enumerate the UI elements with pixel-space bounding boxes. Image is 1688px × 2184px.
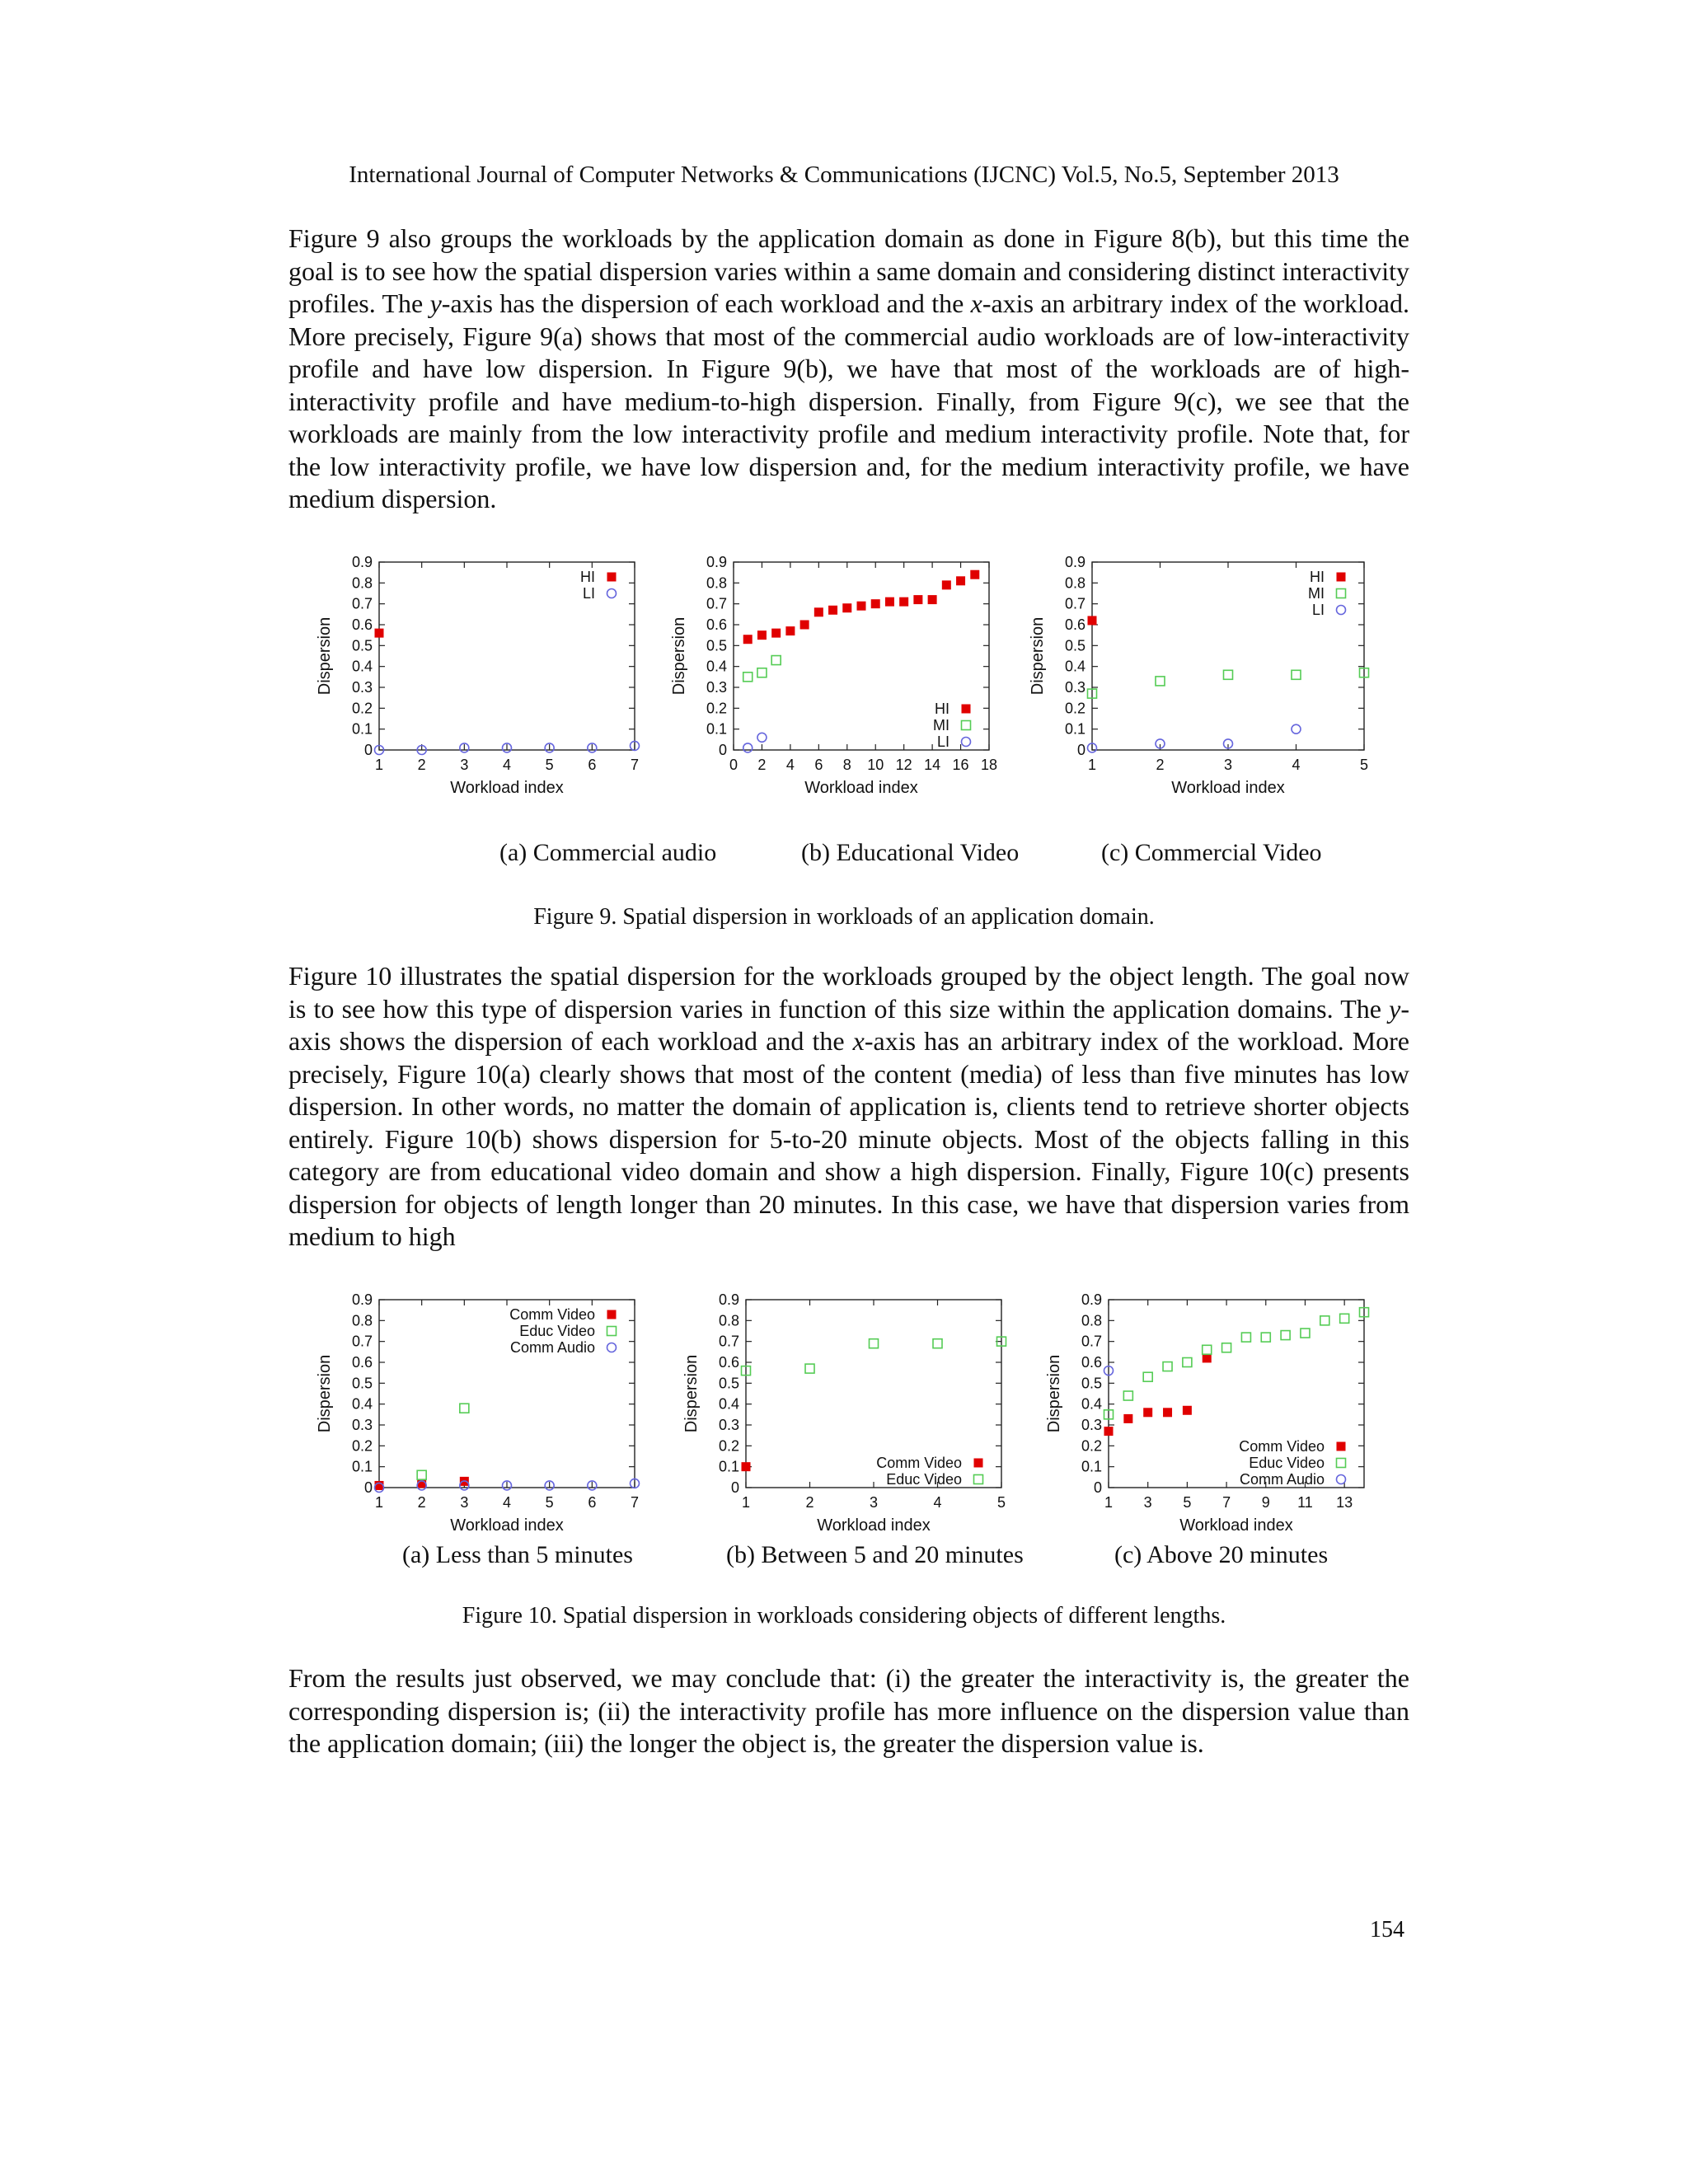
legend-label: Educ Video [519,1323,595,1339]
chart-fig9b [659,552,1006,816]
y-tick-label: 0.1 [718,1458,739,1475]
y-tick-label: 0.7 [351,1333,373,1350]
data-point [771,629,781,638]
data-point [1241,1333,1250,1342]
x-tick-label: 3 [460,1494,469,1511]
legend-label: HI [580,569,595,585]
data-point [842,603,851,612]
fig9-subcaption-a: (a) Commercial audio [499,839,717,866]
y-tick-label: 0.4 [1081,1395,1102,1413]
x-axis-label: Workload index [1179,1516,1293,1535]
y-tick-label: 0 [363,1479,373,1496]
y-tick-label: 0.5 [351,637,373,654]
legend-marker [962,705,971,714]
x-tick-label: 13 [1336,1494,1353,1511]
legend-marker [1337,606,1346,615]
x-tick-label: 7 [1222,1494,1231,1511]
x-tick-label: 4 [502,757,512,773]
legend-marker [1337,1475,1346,1484]
data-point [757,733,767,742]
x-tick-label: 2 [1156,757,1165,773]
paragraph-3: From the results just observed, we may conclude that: (i) the greater the interactivity is, the greater the corresponding dispersion is; (ii) the interactivity profile has more influence on the dispersion value than the application domain; (iii) the longer the object is, the greater the dispersion value is. [288,1663,1409,1758]
legend-label: Comm Audio [1239,1471,1325,1488]
x-axis-label: Workload index [450,1516,564,1535]
x-tick-label: 5 [545,1494,554,1511]
y-tick-label: 0.2 [351,1437,373,1455]
x-tick-label: 5 [996,1494,1006,1511]
data-point [933,1339,942,1348]
legend-label: Educ Video [886,1471,962,1488]
y-tick-label: 0.9 [351,554,373,570]
x-tick-label: 4 [502,1494,512,1511]
x-tick-label: 1 [374,1494,384,1511]
chart-fig9c [1018,552,1381,816]
data-point [1163,1408,1172,1417]
y-tick-label: 0.6 [1081,1354,1102,1371]
legend-label: LI [936,733,950,750]
y-tick-label: 0.6 [706,616,727,633]
y-tick-label: 0.8 [1081,1312,1102,1329]
fig10-subcaption-b: (b) Between 5 and 20 minutes [726,1541,1024,1568]
data-point [942,580,951,589]
y-tick-label: 0.3 [351,1417,373,1433]
x-axis-label: Workload index [804,779,918,797]
x-tick-label: 3 [1143,1494,1152,1511]
legend-label: HI [1310,569,1325,585]
x-tick-label: 2 [417,1494,426,1511]
y-axis-label: Dispersion [316,1354,334,1433]
running-header: International Journal of Computer Networks & Communications (IJCNC) Vol.5, No.5, September 2013 [349,162,1339,188]
legend-marker [1337,1459,1346,1468]
x-tick-label: 4 [933,1494,942,1511]
legend-label: Comm Video [509,1306,595,1323]
fig9-subcaption-c: (c) Commercial Video [1101,839,1322,866]
chart-fig10c [1034,1290,1381,1554]
legend-label: HI [935,701,950,717]
data-point [857,602,866,611]
y-tick-label: 0.9 [706,554,727,570]
y-axis-label: Dispersion [316,616,334,696]
legend-label: LI [582,585,595,602]
x-tick-label: 6 [814,757,823,773]
y-tick-label: 0.2 [1081,1437,1102,1455]
data-point [1123,1391,1132,1400]
legend-label: Comm Video [1239,1438,1325,1455]
y-tick-label: 0.1 [351,720,373,738]
fig10b-plot-frame [746,1300,1001,1488]
fig10b-series-1 [742,1337,1006,1375]
data-point [1292,670,1301,679]
x-tick-label: 1 [1087,757,1097,773]
x-tick-label: 16 [952,757,969,773]
data-point [828,606,837,615]
data-point [742,1462,751,1471]
y-tick-label: 0.8 [351,1312,373,1329]
y-tick-label: 0.4 [718,1395,739,1413]
legend-label: Comm Video [876,1455,962,1471]
y-tick-label: 0.4 [706,658,727,675]
data-point [970,570,979,579]
x-tick-label: 4 [785,757,795,773]
y-tick-label: 0.6 [351,1354,373,1371]
page-number: 154 [1370,1917,1404,1943]
x-tick-label: 6 [588,1494,597,1511]
x-tick-label: 3 [1223,757,1233,773]
data-point [871,599,880,608]
y-tick-label: 0.7 [1064,595,1085,612]
data-point [800,621,809,630]
legend-marker [607,589,617,598]
y-tick-label: 0.5 [1064,637,1085,654]
x-axis-label: Workload index [1171,779,1285,797]
fig10b-series-0 [742,1462,751,1471]
x-tick-label: 0 [729,757,738,773]
data-point [913,595,922,604]
y-tick-label: 0.7 [351,595,373,612]
y-tick-label: 0.3 [1064,679,1085,696]
fig9-subcaption-b: (b) Educational Video [801,839,1020,866]
data-point [1143,1408,1152,1417]
data-point [814,607,823,616]
legend-marker [1337,1442,1346,1451]
paragraph-1: Figure 9 also groups the workloads by the application domain as done in Figure 8(b), but this time the goal is to see how the spatial dispersion varies within a same domain and considering distinct interactivity profiles. The y-axis has the dispersion of each workload and the x-axis an arbitrary index of the workload. More precisely, Figure 9(a) shows that most of the commercial audio workloads are of low-interactivity profile and have low dispersion. In Figure 9(b), we have that most of the workloads are of high-interactivity profile and have medium-to-high dispersion. Finally, from Figure 9(c), we see that the workloads are mainly from the low interactivity profile and medium interactivity profile. Note that, for the low interactivity profile, we have low dispersion and, for the medium interactivity profile, we have medium dispersion. [288,223,1410,513]
x-tick-label: 2 [417,757,426,773]
legend-marker [974,1475,983,1484]
x-tick-label: 2 [757,757,767,773]
y-axis-label: Dispersion [682,1354,701,1433]
y-tick-label: 0.3 [718,1417,739,1433]
x-tick-label: 14 [924,757,941,773]
x-axis-label: Workload index [450,779,564,797]
y-tick-label: 0.9 [1064,554,1085,570]
y-axis-label: Dispersion [670,616,688,696]
y-tick-label: 0.9 [718,1291,739,1308]
x-axis-label: Workload index [817,1516,931,1535]
y-tick-label: 0 [730,1479,739,1496]
y-tick-label: 0.2 [1064,700,1085,717]
legend-marker [607,1343,617,1352]
y-tick-label: 0.5 [351,1375,373,1392]
x-tick-label: 4 [1292,757,1301,773]
data-point [870,1339,879,1348]
data-point [956,576,965,585]
data-point [899,598,908,607]
y-tick-label: 0.8 [351,574,373,592]
fig9b-series-1 [743,656,781,682]
y-tick-label: 0.1 [1064,720,1085,738]
data-point [1203,1345,1212,1354]
chart-fig10a [305,1290,651,1554]
legend-marker [1337,589,1346,598]
x-tick-label: 3 [869,1494,879,1511]
legend-label: Educ Video [1249,1455,1325,1471]
data-point [785,626,795,635]
data-point [375,1481,384,1490]
figure-10-caption: Figure 10. Spatial dispersion in workloads considering objects of different lengths. [462,1603,1226,1629]
y-tick-label: 0.9 [1081,1291,1102,1308]
chart-fig10b [672,1290,1018,1554]
legend-marker [1337,573,1346,582]
x-tick-label: 8 [842,757,851,773]
y-tick-label: 0.8 [706,574,727,592]
data-point [1143,1372,1152,1381]
data-point [1224,670,1233,679]
x-tick-label: 18 [980,757,998,773]
y-tick-label: 0.4 [351,1395,373,1413]
y-tick-label: 0.1 [706,720,727,738]
legend-marker [974,1459,983,1468]
y-tick-label: 0.8 [718,1312,739,1329]
fig10c-plot-frame [1109,1300,1364,1488]
x-tick-label: 10 [867,757,884,773]
chart-fig9a [305,552,651,816]
y-tick-label: 0 [718,742,727,758]
data-point [1340,1314,1349,1323]
data-point [757,630,767,640]
fig10a-series-1 [417,1404,469,1479]
data-point [743,635,753,644]
y-axis-label: Dispersion [1045,1354,1063,1433]
fig9c-series-0 [1088,616,1097,625]
legend-marker [962,738,971,747]
y-tick-label: 0.5 [1081,1375,1102,1392]
data-point [1320,1316,1329,1325]
y-tick-label: 0.6 [718,1354,739,1371]
y-tick-label: 0.6 [1064,616,1085,633]
data-point [1183,1358,1192,1367]
data-point [771,656,781,665]
y-tick-label: 0 [1093,1479,1102,1496]
data-point [1281,1331,1290,1340]
fig9c-series-1 [1088,668,1369,698]
legend-marker [607,1310,617,1319]
x-tick-label: 1 [1104,1494,1114,1511]
x-tick-label: 7 [630,1494,640,1511]
fig10c-series-0 [1104,1353,1212,1436]
y-tick-label: 0.2 [718,1437,739,1455]
legend-label: LI [1311,602,1325,618]
x-tick-label: 1 [374,757,384,773]
fig9c-series-2 [1088,724,1301,752]
data-point [743,743,753,752]
data-point [1222,1343,1231,1352]
fig10c-series-1 [1104,1308,1369,1419]
x-tick-label: 7 [630,757,640,773]
fig10-subcaption-a: (a) Less than 5 minutes [402,1541,633,1568]
x-tick-label: 2 [805,1494,814,1511]
y-tick-label: 0.5 [706,637,727,654]
legend-marker [607,573,617,582]
data-point [417,1470,426,1479]
fig10a-plot-frame [379,1300,635,1488]
data-point [928,595,937,604]
data-point [1163,1362,1172,1371]
y-tick-label: 0.8 [1064,574,1085,592]
data-point [743,673,753,682]
data-point [1104,1427,1114,1436]
y-tick-label: 0.7 [718,1333,739,1350]
x-tick-label: 5 [1359,757,1369,773]
data-point [1123,1414,1132,1423]
y-tick-label: 0.1 [351,1458,373,1475]
y-tick-label: 0.4 [351,658,373,675]
legend-label: Comm Audio [509,1339,595,1356]
data-point [460,1404,469,1413]
y-tick-label: 0.3 [351,679,373,696]
data-point [375,629,384,638]
data-point [805,1364,814,1373]
data-point [885,598,894,607]
legend-marker [607,1327,617,1336]
x-tick-label: 5 [1183,1494,1192,1511]
x-tick-label: 5 [545,757,554,773]
data-point [757,668,767,677]
data-point [1261,1333,1270,1342]
x-tick-label: 3 [460,757,469,773]
y-tick-label: 0.7 [706,595,727,612]
y-tick-label: 0.3 [706,679,727,696]
paragraph-2: Figure 10 illustrates the spatial dispersion for the workloads grouped by the object length. The goal now is to see how this type of dispersion varies in function of this size within the application domains. The y-axis shows the dispersion of each workload and the x-axis has an arbitrary index of the workload. More precisely, Figure 10(a) clearly shows that most of the content (media) of less than five minutes has low dispersion. In other words, no matter the domain of application is, clients tend to retrieve shorter objects entirely. Figure 10(b) shows dispersion for 5-to-20 minute objects. Most of the objects falling in this category are from educational video domain and show a high dispersion. Finally, Figure 10(c) presents dispersion for objects of length longer than 20 minutes. In this case, we have that dispersion varies from medium to high [288,961,1410,1251]
x-tick-label: 11 [1297,1494,1313,1511]
data-point [1292,724,1301,733]
y-tick-label: 0 [363,742,373,758]
fig9a-plot-frame [379,562,635,750]
legend-marker [962,721,971,730]
y-tick-label: 0.9 [351,1291,373,1308]
legend-label: MI [933,717,950,733]
y-tick-label: 0.4 [1064,658,1085,675]
data-point [1156,677,1165,686]
y-tick-label: 0 [1076,742,1085,758]
x-tick-label: 12 [895,757,912,773]
y-tick-label: 0.6 [351,616,373,633]
x-tick-label: 6 [588,757,597,773]
fig9b-series-0 [743,570,980,644]
y-tick-label: 0.5 [718,1375,739,1392]
y-tick-label: 0.7 [1081,1333,1102,1350]
y-tick-label: 0.2 [706,700,727,717]
x-tick-label: 1 [741,1494,751,1511]
data-point [1301,1329,1310,1338]
data-point [1088,616,1097,625]
y-tick-label: 0.2 [351,700,373,717]
x-tick-label: 9 [1261,1494,1270,1511]
fig10-subcaption-c: (c) Above 20 minutes [1114,1541,1329,1568]
y-axis-label: Dispersion [1029,616,1047,696]
y-tick-label: 0.1 [1081,1458,1102,1475]
legend-label: MI [1308,585,1325,602]
data-point [1183,1406,1192,1415]
figure-9-caption: Figure 9. Spatial dispersion in workloads of an application domain. [533,904,1155,930]
y-tick-label: 0.3 [1081,1417,1102,1433]
fig9a-series-0 [375,629,384,638]
